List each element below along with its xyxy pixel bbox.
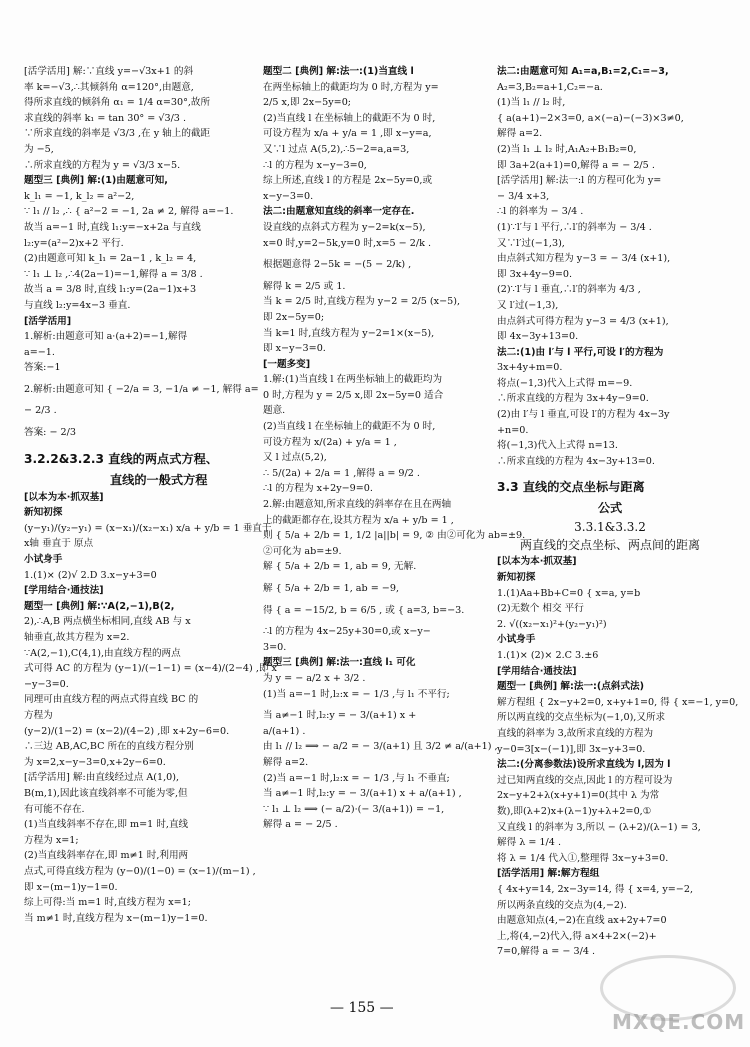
text-line: ∴l 的方程为 x+2y−9=0.: [263, 483, 373, 495]
text-line: 可设方程为 x/(2a) + y/a = 1 ,: [263, 436, 397, 448]
text-line: ∵ l₁ // l₂ ,∴ { a²−2 = −1, 2a ≠ 2, 解得 a=−1.: [24, 206, 234, 218]
text-line: 解得 λ = 1/4 .: [497, 837, 561, 849]
text-line: ∴三边 AB,AC,BC 所在的直线方程分别: [24, 741, 194, 753]
text-line: 即 x−y−3=0.: [263, 343, 326, 355]
text-line: [活学活用] 解:解方程组: [497, 868, 600, 880]
text-line: (y−2)/(1−2) = (x−2)/(4−2) ,即 x+2y−6=0.: [24, 725, 230, 737]
section-heading: 公式: [597, 501, 623, 516]
text-line: 可设方程为 x/a + y/a = 1 ,即 x−y=a,: [263, 128, 432, 140]
section-heading: 3.2.2&3.2.3 直线的两点式方程、: [24, 451, 218, 466]
text-line: 率 k=−√3,∴其倾斜角 α=120°,由题意,: [24, 81, 194, 93]
text-line: 解得 a=2.: [263, 756, 309, 768]
text-line: [497, 469, 723, 475]
text-line: (2)由题意可知 k_l₁ = 2a−1 , k_l₂ = 4,: [24, 253, 197, 265]
text-line: 根据题意得 2−5k = −(5 − 2/k) ,: [263, 259, 412, 271]
text-line: [活学活用] 解:由直线经过点 A(1,0),: [24, 772, 180, 784]
text-line: 即 4x−3y+13=0.: [497, 331, 579, 343]
text-line: 得所求直线的倾斜角 α₁ = 1/4 α=30°,故所: [24, 97, 211, 109]
text-line: 2. √((x₂−x₁)²+(y₂−y₁)²): [497, 618, 607, 630]
text-line: B(m,1),因此该直线斜率不可能为零,但: [24, 787, 188, 799]
text-line: 将(−1,3)代入上式得 n=13.: [497, 440, 618, 452]
text-line: 轴垂直,故其方程为 x=2.: [24, 632, 130, 643]
text-line: 数),即(λ+2)x+(λ−1)y+λ+2=0,①: [497, 805, 652, 817]
text-line: 题型二 [典例] 解:法一:(1)当直线 l: [263, 66, 414, 77]
text-line: ∵A(2,−1),C(4,1),由直线方程的两点: [24, 647, 181, 659]
text-line: 式可得 AC 的方程为 (y−1)/(−1−1) = (x−4)/(2−4) ,即 x: [24, 663, 277, 675]
text-line: 将 λ = 1/4 代入①,整理得 3x−y+3=0.: [497, 852, 669, 864]
text-line: 又∵l 过点 A(5,2),∴5−2=a,a=3,: [263, 143, 410, 155]
text-line: 上的截距都存在,设其方程为 x/a + y/b = 1 ,: [263, 514, 454, 526]
text-line: 3x+4y+m=0.: [497, 362, 563, 374]
watermark-text: MXQE.COM: [612, 1010, 746, 1034]
text-line: 直线的斜率为 3,故所求直线的方程为: [497, 727, 654, 739]
text-line: (1)当直线斜率不存在,即 m=1 时,直线: [24, 819, 189, 831]
text-line: [活学活用] 解:法一:l 的方程可化为 y=: [497, 175, 662, 187]
text-line: 答案: − 2/3: [24, 427, 76, 439]
text-line: [活学活用]: [24, 315, 72, 327]
text-line: 1.(1)× (2)× 2.C 3.±6: [497, 650, 599, 661]
text-line: [以本为本·抓双基]: [24, 491, 104, 503]
text-line: 1.解析:由题意可知 a·(a+2)=−1,解得: [24, 331, 188, 343]
text-line: 即 3x+4y−9=0.: [497, 268, 573, 280]
text-line: 答案:−1: [24, 362, 61, 374]
text-line: 2),∴A,B 两点横坐标相同,直线 AB 与 x: [24, 616, 191, 628]
text-line: ∴所求直线的方程为 4x−3y+13=0.: [497, 455, 655, 467]
text-line: 2.解:由题意知,所求直线的斜率存在且在两轴: [263, 499, 452, 511]
text-line: 即 3a+2(a+1)=0,解得 a = − 2/5 .: [497, 159, 655, 171]
text-line: 法二:(分离参数法)设所求直线为 l,因为 l: [497, 759, 671, 771]
text-line: 新知初探: [497, 572, 536, 584]
page-number: — 155 —: [330, 1000, 394, 1016]
text-line: ∴l 的斜率为 − 3/4 .: [497, 206, 584, 218]
text-line: 题型三 [典例] 解:(1)由题意可知,: [24, 175, 168, 187]
text-line: 又 l 过点(5,2),: [263, 452, 327, 464]
text-line: 故当 a=−1 时,直线 l₁:y=−x+2a 与直线: [24, 221, 201, 233]
text-line: 设直线的点斜式方程为 y−2=k(x−5),: [263, 221, 426, 233]
section-heading: 3.3.1&3.3.2: [574, 520, 646, 535]
text-line: 得 { a = −15/2, b = 6/5 , 或 { a=3, b=−3.: [263, 604, 465, 616]
text-line: 小试身手: [497, 634, 536, 646]
text-line: x−y−3=0.: [263, 190, 314, 202]
text-line: x=0 时,y=2−5k,y=0 时,x=5 − 2/k .: [263, 237, 432, 249]
text-line: ∵ l₁ ⊥ l₂ ,∴4(2a−1)=−1,解得 a = 3/8 .: [24, 268, 203, 280]
text-line: 当 a≠−1 时,l₂:y = − 3/(a+1) x +: [263, 710, 417, 722]
text-line: (2)无数个 相交 平行: [497, 603, 584, 615]
text-line: y−0=3[x−(−1)],即 3x−y+3=0.: [497, 743, 646, 755]
text-line: 题型一 [典例] 解:法一:(点斜式法): [497, 681, 645, 693]
text-line: { 4x+y=14, 2x−3y=14, 得 { x=4, y=−2,: [497, 883, 693, 895]
text-line: (2)∵l′与 l 垂直,∴l′的斜率为 4/3 ,: [497, 284, 641, 296]
text-line: 当 a≠−1 时,l₂:y = − 3/(a+1) x + a/(a+1) ,: [263, 788, 462, 800]
section-heading: 3.3 直线的交点坐标与距离: [497, 480, 645, 495]
text-line: 解方程组 { 2x−y+2=0, x+y+1=0, 得 { x=−1, y=0,: [497, 696, 739, 708]
text-line: [学用结合·通技法]: [497, 665, 577, 677]
text-line: 当 m≠1 时,直线方程为 x−(m−1)y−1=0.: [24, 912, 208, 924]
text-line: 2x−y+2+λ(x+y+1)=0(其中 λ 为常: [497, 790, 660, 802]
text-line: 由题意知点(4,−2)在直线 ax+2y+7=0: [497, 915, 667, 927]
text-line: 由点斜式可得方程为 y−3 = 4/3 (x+1),: [497, 315, 669, 327]
text-line: ∴ 5/(2a) + 2/a = 1 ,解得 a = 9/2 .: [263, 467, 420, 479]
text-line: (y−y₁)/(y₂−y₁) = (x−x₁)/(x₂−x₁) x/a + y/b = 1 垂直于: [24, 522, 272, 534]
text-line: 解 { 5/a + 2/b = 1, ab = −9,: [263, 583, 399, 594]
text-line: 由点斜式知方程为 y−3 = − 3/4 (x+1),: [497, 253, 671, 265]
text-line: 当 k = 2/5 时,直线方程为 y−2 = 2/5 (x−5),: [263, 296, 461, 308]
text-line: −y−3=0.: [24, 678, 69, 690]
text-line: 题型一 [典例] 解:∵A(2,−1),B(2,: [24, 600, 175, 612]
text-line: 点式,可得直线方程为 (y−0)/(1−0) = (x−1)/(m−1) ,: [24, 865, 256, 877]
text-line: 方程为 x=1;: [24, 834, 79, 846]
text-line: 为 y = − a/2 x + 3/2 .: [263, 672, 366, 684]
text-line: 解得 k = 2/5 或 1.: [263, 280, 346, 292]
right-column: [497, 64, 739, 960]
text-line: 法二:(1)由 l′与 l 平行,可设 l′的方程为: [497, 346, 664, 358]
text-line: { a(a+1)−2×3=0, a×(−a)−(−3)×3≠0,: [497, 112, 684, 124]
text-line: (1)当 l₁ // l₂ 时,: [497, 97, 566, 109]
text-line: A₂=3,B₂=a+1,C₂=−a.: [497, 81, 603, 93]
text-line: 上,将(4,−2)代入,得 a×4+2×(−2)+: [497, 930, 657, 942]
left-column: [24, 64, 277, 926]
text-line: [一题多变]: [263, 358, 311, 370]
text-line: 故当 a = 3/8 时,直线 l₁:y=(2a−1)x+3: [24, 284, 197, 296]
text-line: 由 l₁ // l₂ ⟹ − a/2 = − 3/(a+1) 且 3/2 ≠ a/(a+1) ,: [263, 741, 498, 753]
text-line: x轴 垂直于 原点: [24, 538, 94, 550]
text-line: 与直线 l₂:y=4x−3 垂直.: [24, 299, 131, 311]
text-line: (1)∵l′与 l 平行,∴l′的斜率为 − 3/4 .: [497, 221, 652, 233]
text-line: (2)当 l₁ ⊥ l₂ 时,A₁A₂+B₁B₂=0,: [497, 143, 637, 155]
section-heading: 两直线的交点坐标、两点间的距离: [519, 538, 700, 553]
text-line: ∴所求直线的方程为 y = √3/3 x−5.: [24, 159, 181, 171]
text-line: 1.(1)Aa+Bb+C=0 { x=a, y=b: [497, 587, 641, 599]
text-line: (2)由 l′与 l 垂直,可设 l′的方程为 4x−3y: [497, 409, 670, 421]
text-line: (2)当直线 l 在坐标轴上的截距不为 0 时,: [263, 421, 436, 433]
text-line: l₂:y=(a²−2)x+2 平行.: [24, 237, 124, 249]
text-line: 即 2x−5y=0;: [263, 311, 325, 323]
text-line: 2/5 x,即 2x−5y=0;: [263, 97, 352, 109]
text-line: 方程为: [24, 709, 53, 721]
text-line: 同理可由直线方程的两点式得直线 BC 的: [24, 694, 199, 706]
text-line: (2)当直线 l 在坐标轴上的截距不为 0 时,: [263, 112, 436, 124]
text-line: 1.(1)× (2)√ 2.D 3.x−y+3=0: [24, 569, 157, 581]
text-line: ∴l 的方程为 x−y−3=0,: [263, 159, 367, 171]
text-line: − 3/4 x+3,: [497, 190, 550, 202]
text-line: (2)当直线斜率存在,即 m≠1 时,利用两: [24, 850, 189, 862]
text-line: 过已知两直线的交点,因此 l 的方程可设为: [497, 774, 673, 786]
text-line: 又 l′过(−1,3),: [497, 299, 559, 311]
text-line: 2.解析:由题意可知 { −2/a = 3, −1/a ≠ −1, 解得 a=: [24, 383, 259, 395]
text-line: 所以两直线的交点坐标为(−1,0),又所求: [497, 712, 666, 724]
text-line: k_l₁ = −1, k_l₂ = a²−2,: [24, 190, 135, 202]
text-line: 又直线 l 的斜率为 3,所以 − (λ+2)/(λ−1) = 3,: [497, 821, 701, 833]
text-line: 在两坐标轴上的截距均为 0 时,方程为 y=: [263, 81, 439, 93]
text-line: 综上所述,直线 l 的方程是 2x−5y=0,或: [263, 175, 433, 187]
text-line: [学用结合·通技法]: [24, 585, 104, 597]
text-line: 法二:由题意知直线的斜率一定存在.: [263, 206, 415, 218]
text-line: − 2/3 .: [24, 405, 57, 417]
text-line: 解得 a=2.: [497, 128, 543, 140]
section-heading: 直线的一般式方程: [110, 472, 208, 487]
text-line: 小试身手: [24, 554, 63, 566]
text-line: a=−1.: [24, 346, 55, 358]
text-line: a/(a+1) .: [263, 725, 306, 737]
text-line: 将点(−1,3)代入上式得 m=−9.: [497, 377, 633, 389]
text-line: ②可化为 ab=±9.: [263, 545, 342, 557]
text-line: 求直线的斜率 k₁ = tan 30° = √3/3 .: [24, 112, 187, 124]
text-line: 有可能不存在.: [24, 803, 85, 815]
text-line: 解 { 5/a + 2/b = 1, ab = 9, 无解.: [263, 561, 417, 573]
text-line: [活学活用] 解:∵直线 y=−√3x+1 的斜: [24, 66, 194, 77]
text-line: ∵所求直线的斜率是 √3/3 ,在 y 轴上的截距: [24, 128, 211, 140]
text-line: 综上可得:当 m=1 时,直线方程为 x=1;: [24, 897, 191, 909]
text-line: (1)当 a=−1 时,l₂:x = − 1/3 ,与 l₁ 不平行;: [263, 688, 450, 700]
text-line: 又∵l′过(−1,3),: [497, 237, 565, 249]
text-line: 则 { 5/a + 2/b = 1, 1/2 |a||b| = 9, ② 由②可化为 ab=±9.: [263, 530, 526, 542]
text-line: ∵ l₁ ⊥ l₂ ⟹ (− a/2)·(− 3/(a+1)) = −1,: [263, 803, 445, 815]
text-line: ∴所求直线的方程为 3x+4y−9=0.: [497, 393, 649, 405]
text-line: 7=0,解得 a = − 3/4 .: [497, 946, 596, 958]
text-line: 所以两条直线的交点为(4,−2).: [497, 899, 627, 911]
text-line: 为 x=2,x−y−3=0,x+2y−6=0.: [24, 756, 166, 768]
text-line: 新知初探: [24, 507, 63, 519]
text-line: 为 −5,: [24, 143, 54, 155]
text-line: 题型三 [典例] 解:法一:直线 l₁ 可化: [263, 657, 416, 669]
text-line: 即 x−(m−1)y−1=0.: [24, 881, 118, 893]
text-line: [24, 441, 249, 447]
text-line: +n=0.: [497, 424, 529, 436]
text-line: ∴l 的方程为 4x−25y+30=0,或 x−y−: [263, 626, 431, 638]
text-line: [以本为本·抓双基]: [497, 556, 577, 568]
text-line: 当 k=1 时,直线方程为 y−2=1×(x−5),: [263, 327, 435, 339]
text-line: 法二:由题意可知 A₁=a,B₁=2,C₁=−3,: [497, 66, 669, 77]
text-line: 1.解:(1)当直线 l 在两坐标轴上的截距均为: [263, 374, 443, 386]
text-line: 解得 a = − 2/5 .: [263, 819, 338, 831]
text-line: 0 时,方程为 y = 2/5 x,即 2x−5y=0 适合: [263, 389, 444, 401]
text-line: (2)当 a=−1 时,l₂:x = − 1/3 ,与 l₁ 不垂直;: [263, 772, 450, 784]
text-line: 3=0.: [263, 641, 287, 653]
text-line: 题意.: [263, 405, 286, 417]
